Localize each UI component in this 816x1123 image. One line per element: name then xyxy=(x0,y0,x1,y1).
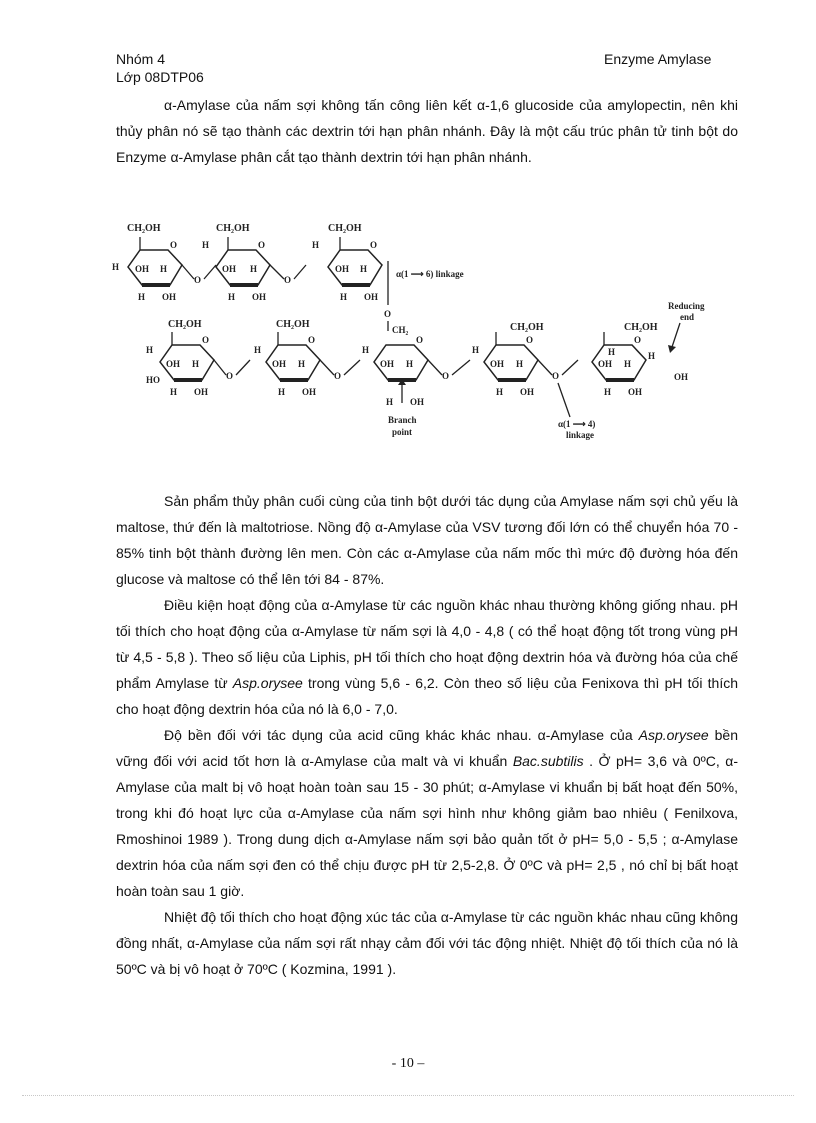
svg-text:OH: OH xyxy=(410,397,425,407)
paragraph-4: Độ bền đối với tác dụng của acid cũng khác khác nhau. α-Amylase của Asp.orysee bền vững đối với acid tốt hơn là α-Amylase của malt và vi khuẩn Bac.subtilis . Ở pH= 3,6 và 0ºC, α-Amylase của malt bị vô hoạt hoàn toàn sau 15 - 30 phút; α-Amylase vi khuẩn bị bất hoạt đến 50%, trong khi đó hoạt lực của α-Amylase của nấm sợi hình như không giảm bao nhiêu ( Fenilxova, Rmoshinoi 1989 ). Trong dung dịch α-Amylase nấm sợi bảo quản tốt ở pH= 5,0 - 5,5 ; α-Amylase dextrin hóa của nấm sợi đen có thể chịu được pH từ 2,5-2,8. Ở 0ºC và pH= 2,5 , nó chỉ bị bất hoạt hoàn toàn sau 1 giờ. xyxy=(116,727,738,899)
svg-text:O: O xyxy=(258,240,266,250)
alpha-1-4-linkage-label: α(1 ⟶ 4) xyxy=(558,419,596,429)
page-number: - 10 – xyxy=(391,1056,425,1071)
amylopectin-diagram xyxy=(110,205,750,455)
svg-text:O: O xyxy=(552,371,560,381)
alpha-1-6-linkage-label: α(1 ⟶ 6) linkage xyxy=(396,269,464,279)
svg-text:H: H xyxy=(278,387,286,397)
bottom-glucose-ring-2 xyxy=(254,319,320,397)
bottom-glucose-ring-4 xyxy=(472,322,544,397)
svg-text:O: O xyxy=(334,371,342,381)
bottom-glucose-ring-branch xyxy=(362,325,428,437)
svg-text:O: O xyxy=(170,240,178,250)
bottom-glucose-ring-reducing xyxy=(592,301,705,397)
svg-text:O: O xyxy=(526,335,534,345)
svg-text:H: H xyxy=(202,240,210,250)
svg-text:OH: OH xyxy=(166,359,181,369)
svg-text:H: H xyxy=(406,359,414,369)
svg-text:OH: OH xyxy=(598,359,613,369)
svg-text:H: H xyxy=(312,240,320,250)
paragraph-5: Nhiệt độ tối thích cho hoạt động xúc tác của α-Amylase từ các nguồn khác nhau cũng không đồng nhất, α-Amylase của nấm sợi rất nhạy cảm đối với tác động nhiệt. Nhiệt độ tối thích của nó là 50ºC và bị vô hoạt ở 70ºC ( Kozmina, 1991 ). xyxy=(116,909,738,977)
svg-text:H: H xyxy=(516,359,524,369)
svg-text:OH: OH xyxy=(194,387,209,397)
svg-text:O: O xyxy=(284,275,292,285)
svg-text:H: H xyxy=(604,387,612,397)
header-class: Lớp 08DTP06 xyxy=(116,69,204,85)
paragraph-2: Sản phẩm thủy phân cuối cùng của tinh bột dưới tác dụng của Amylase nấm sợi chủ yếu là maltose, thứ đến là maltotriose. Nồng độ α-Amylase của VSV tương đối lớn có thể chuyển hóa 70 - 85% tinh bột thành đường lên men. Còn các α-Amylase của nấm mốc thì mức độ đường hóa đến glucose và maltose có thể lên tới 84 - 87%. xyxy=(116,493,738,587)
svg-text:H: H xyxy=(192,359,200,369)
paragraph-3: Điều kiện hoạt động của α-Amylase từ các nguồn khác nhau thường không giống nhau. pH tối thích cho hoạt động của α-Amylase từ nấm sợi là 4,0 - 4,8 ( có thể hoạt động tốt trong vùng pH từ 4,5 - 5,8 ). Theo số liệu của Liphis, pH tối thích cho hoạt động dextrin hóa và đường hóa của chế phẩm Amylase từ Asp.orysee trong vùng 5,6 - 6,2. Còn theo số liệu của Fenixova thì pH tối thích cho hoạt động dextrin hóa của nó là 6,0 - 7,0. xyxy=(116,597,738,717)
svg-text:O: O xyxy=(384,309,392,319)
svg-text:H: H xyxy=(340,292,348,302)
svg-text:O: O xyxy=(634,335,642,345)
svg-text:CH₂: CH₂ xyxy=(392,325,409,335)
svg-text:H: H xyxy=(170,387,178,397)
svg-text:O: O xyxy=(370,240,378,250)
svg-text:OH: OH xyxy=(162,292,177,302)
svg-text:OH: OH xyxy=(252,292,267,302)
svg-text:H: H xyxy=(648,351,656,361)
svg-text:CH₂OH: CH₂OH xyxy=(328,223,362,234)
svg-text:OH: OH xyxy=(490,359,505,369)
bottom-glucose-ring-1 xyxy=(146,319,214,397)
svg-text:O: O xyxy=(226,371,234,381)
svg-text:CH₂OH: CH₂OH xyxy=(168,319,202,330)
top-glucose-ring-1 xyxy=(112,223,182,302)
svg-text:H: H xyxy=(298,359,306,369)
svg-text:OH: OH xyxy=(364,292,379,302)
svg-text:OH: OH xyxy=(674,372,689,382)
svg-text:H: H xyxy=(608,347,616,357)
svg-text:H: H xyxy=(386,397,394,407)
svg-text:H: H xyxy=(250,264,258,274)
header-group: Nhóm 4 xyxy=(116,51,166,67)
top-glucose-ring-3 xyxy=(312,223,382,302)
top-glucose-ring-2 xyxy=(202,223,270,302)
svg-text:OH: OH xyxy=(335,264,350,274)
svg-text:CH₂OH: CH₂OH xyxy=(624,322,658,333)
svg-text:H: H xyxy=(362,345,370,355)
svg-text:H: H xyxy=(624,359,632,369)
svg-text:H: H xyxy=(472,345,480,355)
header-topic: Enzyme Amylase xyxy=(604,51,712,67)
svg-text:H: H xyxy=(228,292,236,302)
svg-text:HO: HO xyxy=(146,375,161,385)
svg-text:O: O xyxy=(442,371,450,381)
svg-text:point: point xyxy=(392,427,413,437)
svg-text:O: O xyxy=(194,275,202,285)
svg-text:H: H xyxy=(254,345,262,355)
svg-text:H: H xyxy=(112,262,120,272)
svg-text:CH₂OH: CH₂OH xyxy=(276,319,310,330)
footer-dotted-line xyxy=(22,1095,794,1096)
svg-text:H: H xyxy=(146,345,154,355)
svg-text:OH: OH xyxy=(302,387,317,397)
svg-text:O: O xyxy=(416,335,424,345)
svg-text:CH₂OH: CH₂OH xyxy=(127,223,161,234)
svg-text:O: O xyxy=(202,335,210,345)
svg-text:H: H xyxy=(360,264,368,274)
svg-text:O: O xyxy=(308,335,316,345)
amylopectin-structure-figure xyxy=(110,205,750,455)
svg-text:H: H xyxy=(138,292,146,302)
svg-text:OH: OH xyxy=(380,359,395,369)
svg-text:OH: OH xyxy=(135,264,150,274)
svg-text:CH₂OH: CH₂OH xyxy=(216,223,250,234)
svg-text:linkage: linkage xyxy=(566,430,595,440)
branch-point-label: Branch xyxy=(388,415,417,425)
svg-text:end: end xyxy=(680,312,695,322)
svg-text:OH: OH xyxy=(222,264,237,274)
svg-text:OH: OH xyxy=(520,387,535,397)
svg-text:H: H xyxy=(160,264,168,274)
reducing-end-label: Reducing xyxy=(668,301,705,311)
svg-text:OH: OH xyxy=(628,387,643,397)
svg-text:OH: OH xyxy=(272,359,287,369)
paragraph-1: α-Amylase của nấm sợi không tấn công liên kết α-1,6 glucoside của amylopectin, nên khi thủy phân nó sẽ tạo thành các dextrin tới hạn phân nhánh. Đây là một cấu trúc phân tử tinh bột do Enzyme α-Amylase phân cắt tạo thành dextrin tới hạn phân nhánh. xyxy=(116,97,738,165)
svg-text:CH₂OH: CH₂OH xyxy=(510,322,544,333)
svg-text:H: H xyxy=(496,387,504,397)
